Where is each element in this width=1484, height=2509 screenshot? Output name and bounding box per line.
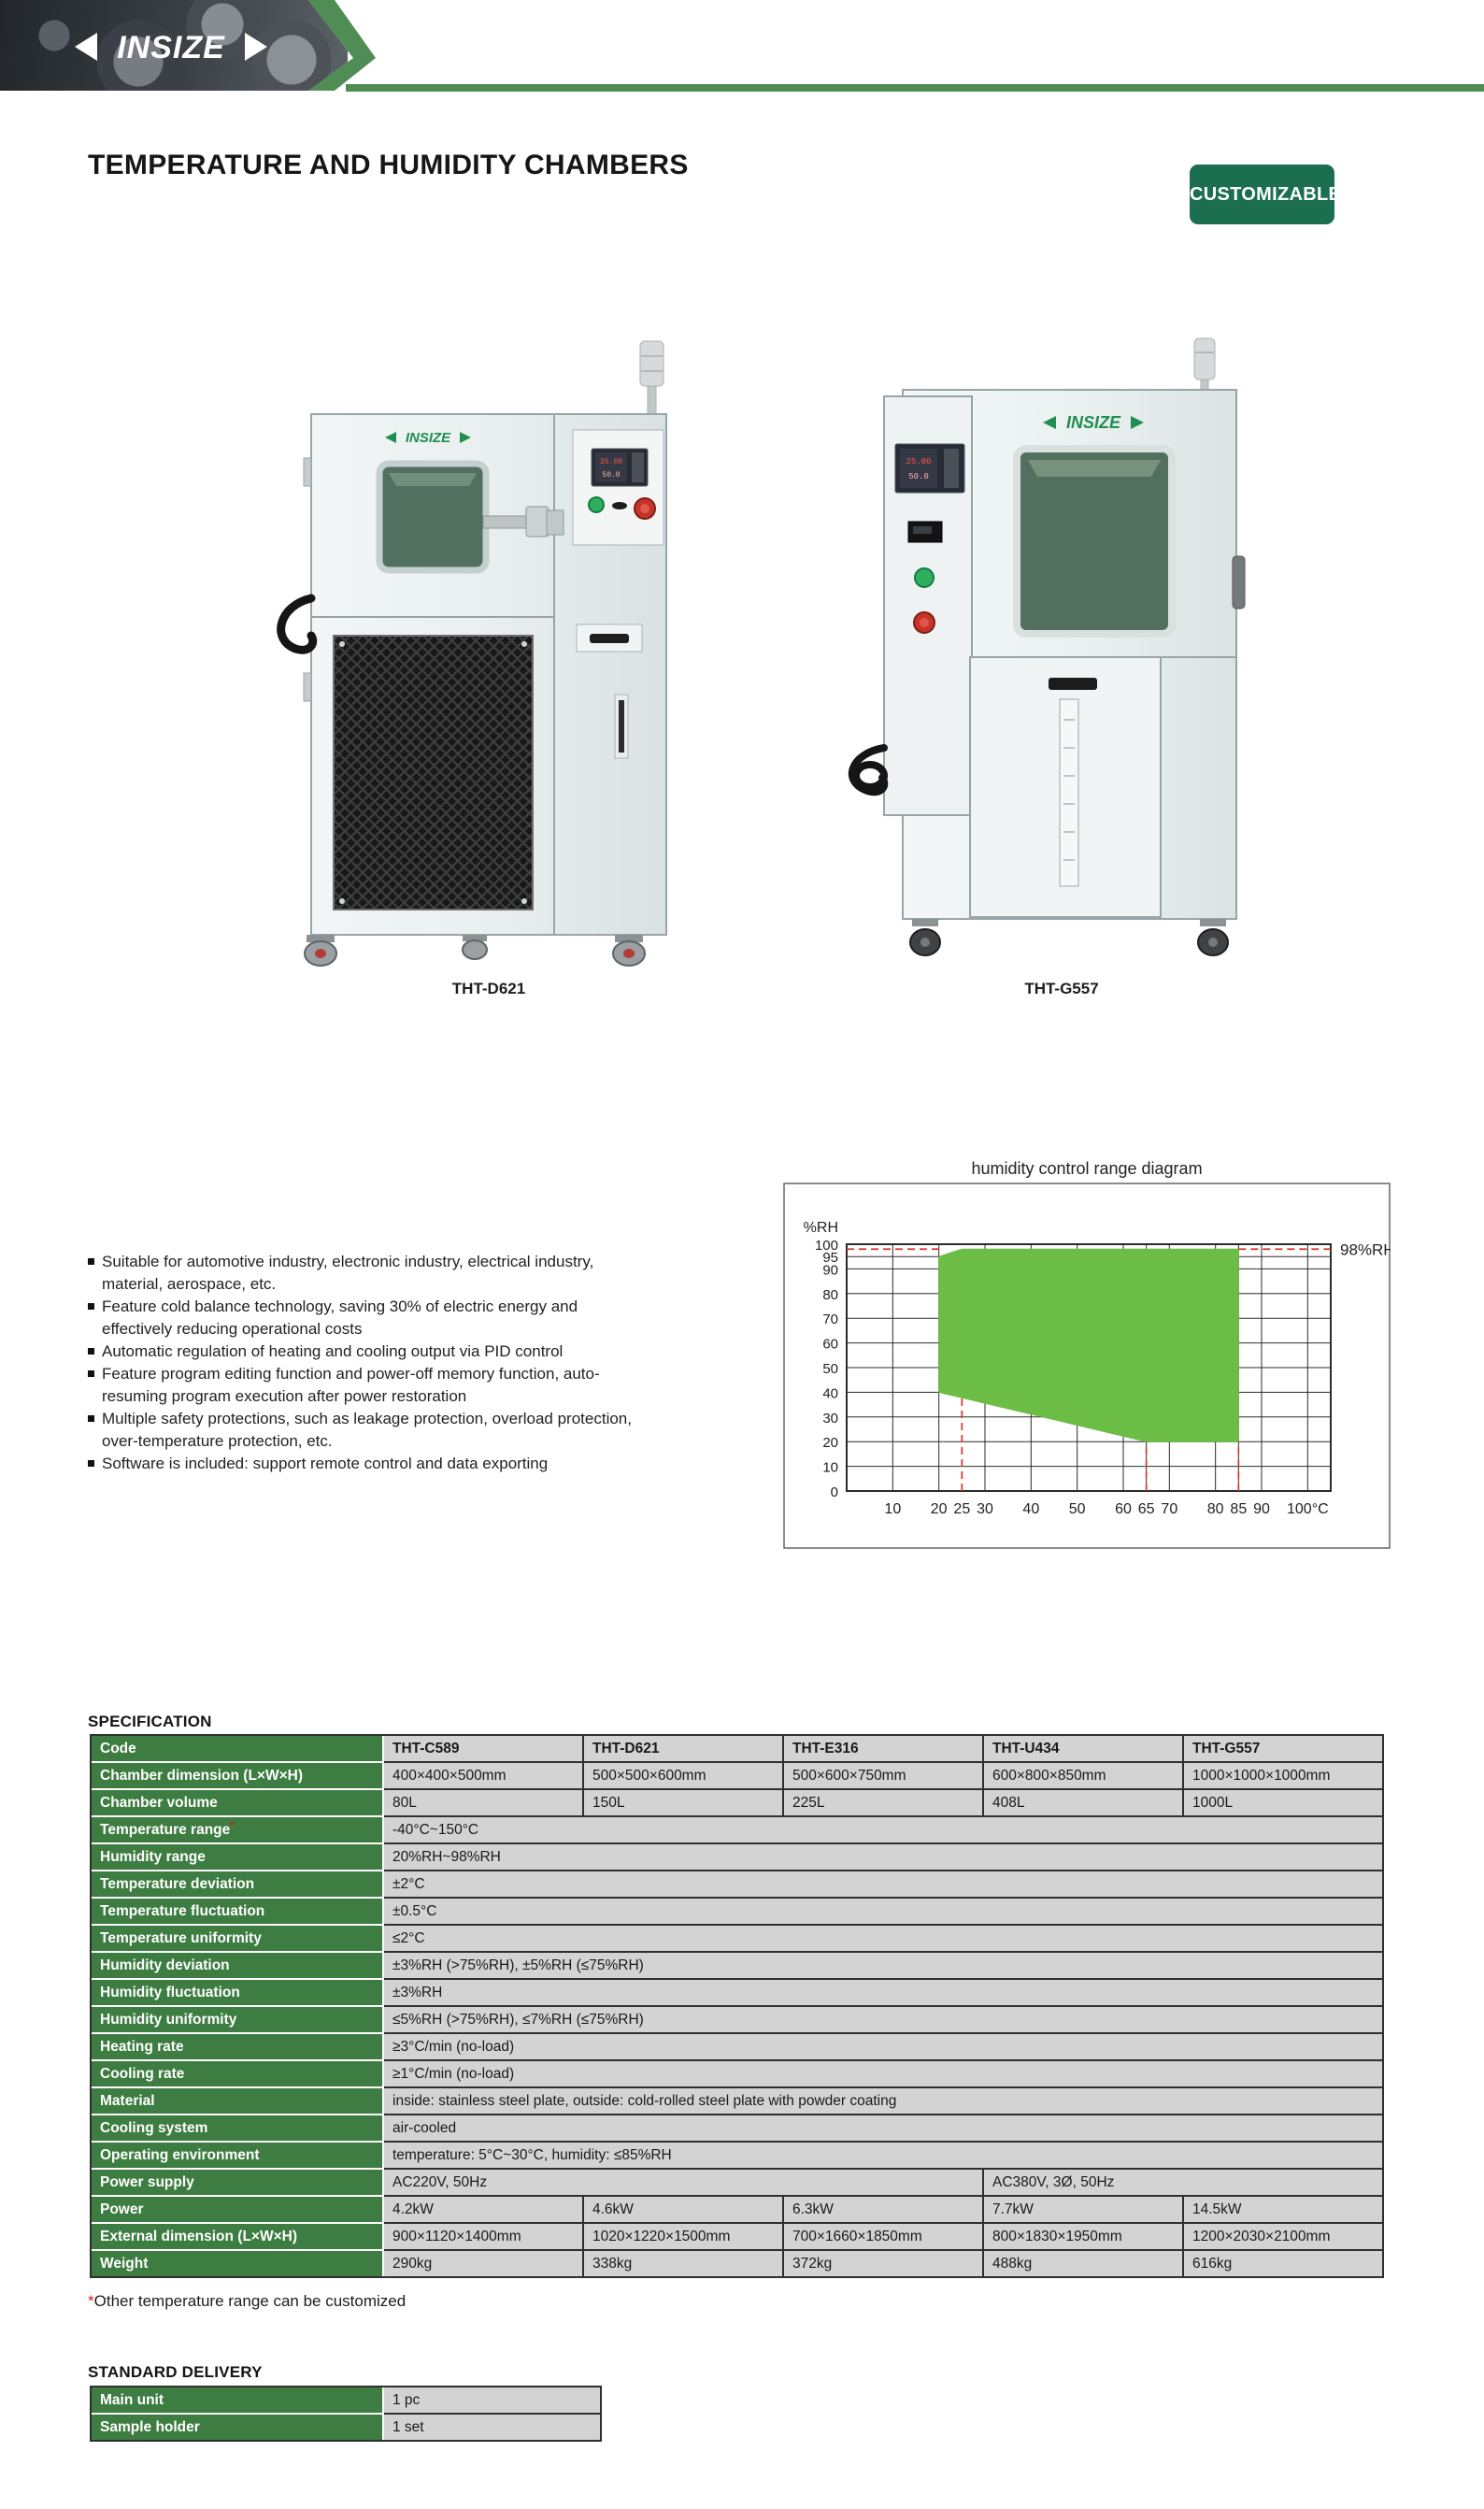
header-rule [346,84,1484,92]
humidity-chart-svg [783,1183,1391,1549]
svg-text:25.00: 25.00 [599,458,623,466]
bottom-compartment [970,657,1161,917]
spec-label-cell: External dimension (L×W×H) [92,2224,384,2251]
spec-value-cell: 408L [984,1790,1184,1817]
spec-value-cell: 800×1830×1950mm [984,2224,1184,2251]
spec-value-cell: 20%RH~98%RH [384,1844,1382,1871]
spec-value-cell: 7.7kW [984,2197,1184,2224]
spec-label-cell: Humidity range [92,1844,384,1871]
svg-text:10: 10 [822,1459,838,1476]
spec-value-cell: THT-U434 [984,1736,1184,1763]
feature-item: Multiple safety protections, such as leakage protection, overload protection, over-temperature protection, etc. [88,1408,649,1453]
spec-value-cell: 1200×2030×2100mm [1184,2224,1382,2251]
spec-label-cell: Humidity uniformity [92,2007,384,2034]
delivery-label-cell: Sample holder [92,2415,384,2440]
spec-value-cell: temperature: 5°C~30°C, humidity: ≤85%RH [384,2143,1382,2170]
humidity-chart [783,1159,1391,1554]
spec-label-cell: Operating environment [92,2143,384,2170]
spec-value-cell: 488kg [984,2251,1184,2276]
spec-label-cell: Code [92,1736,384,1763]
spec-value-cell: 616kg [1184,2251,1382,2276]
spec-label-cell: Temperature uniformity [92,1926,384,1953]
spec-value-cell: 900×1120×1400mm [384,2224,584,2251]
spec-label-cell: Temperature fluctuation [92,1899,384,1926]
spec-value-cell: 150L [584,1790,784,1817]
svg-text:30: 30 [977,1501,993,1517]
svg-text:65: 65 [1137,1501,1155,1517]
spec-value-cell: ±3%RH (>75%RH), ±5%RH (≤75%RH) [384,1953,1382,1980]
spec-label-cell: Humidity deviation [92,1953,384,1980]
svg-text:95: 95 [822,1250,838,1267]
spec-value-cell: THT-C589 [384,1736,584,1763]
door-handle [1233,556,1245,609]
svg-text:0: 0 [830,1484,838,1500]
spec-value-cell: inside: stainless steel plate, outside: cold-rolled steel plate with powder coating [384,2088,1382,2115]
spec-value-cell: 700×1660×1850mm [784,2224,984,2251]
svg-text:85: 85 [1230,1501,1248,1517]
spec-value-cell: THT-G557 [1184,1736,1382,1763]
footnote-text: Other temperature range can be customized [93,2292,407,2310]
spec-value-cell: 1020×1220×1500mm [584,2224,784,2251]
spec-label-cell: Chamber dimension (L×W×H) [92,1763,384,1790]
spec-value-cell: 225L [784,1790,984,1817]
svg-text:90: 90 [822,1262,838,1279]
svg-text:25: 25 [953,1501,971,1517]
beacon-lamp-icon [1194,338,1215,393]
spec-value-cell: air-cooled [384,2115,1382,2143]
spec-label-cell: Humidity fluctuation [92,1980,384,2007]
svg-text:50: 50 [1068,1501,1086,1517]
spec-value-cell: 80L [384,1790,584,1817]
svg-text:20: 20 [930,1501,948,1517]
delivery-value-cell: 1 pc [384,2387,600,2415]
delivery-label-cell: Main unit [92,2387,384,2415]
svg-text:70: 70 [1161,1501,1178,1517]
svg-text:98%RH: 98%RH [1340,1240,1391,1259]
spec-value-cell: ≤2°C [384,1926,1382,1953]
spec-value-cell: 290kg [384,2251,584,2276]
spec-value-cell: 372kg [784,2251,984,2276]
product-caption: THT-G557 [1024,980,1099,997]
standard-delivery-heading: STANDARD DELIVERY [88,2363,263,2381]
svg-text:INSIZE: INSIZE [405,430,451,446]
svg-text:30: 30 [822,1410,838,1427]
spec-value-cell: 4.6kW [584,2197,784,2224]
svg-text:100: 100 [814,1238,838,1254]
spec-value-cell: -40°C~150°C [384,1817,1382,1844]
svg-text:40: 40 [822,1385,838,1402]
casters [910,919,1228,955]
spec-table [90,1734,1384,2278]
spec-value-cell: ≥1°C/min (no-load) [384,2061,1382,2088]
features-list [88,1251,649,1475]
spec-label-cell: Heating rate [92,2034,384,2061]
svg-text:50.0: 50.0 [908,472,929,481]
page-title: TEMPERATURE AND HUMIDITY CHAMBERS [88,150,689,180]
svg-text:100°C: 100°C [1287,1501,1329,1517]
control-panel [573,430,664,545]
spec-label-cell: Chamber volume [92,1790,384,1817]
svg-text:90: 90 [1253,1501,1270,1517]
start-button-icon [915,568,934,587]
spec-value-cell: 14.5kW [1184,2197,1382,2224]
header-chevron-icon [0,0,392,91]
spec-value-cell: 338kg [584,2251,784,2276]
svg-text:%RH: %RH [803,1220,838,1236]
standard-delivery-table [90,2386,602,2442]
svg-text:INSIZE: INSIZE [1065,413,1121,432]
spec-value-cell: ≤5%RH (>75%RH), ≤7%RH (≤75%RH) [384,2007,1382,2034]
customizable-badge: CUSTOMIZABLE [1190,165,1334,224]
control-panel [884,396,972,815]
svg-text:70: 70 [822,1312,838,1328]
spec-value-cell: 600×800×850mm [984,1763,1184,1790]
spec-value-cell: ≥3°C/min (no-load) [384,2034,1382,2061]
casters [305,935,645,966]
svg-text:60: 60 [822,1336,838,1353]
footnote [88,2292,406,2311]
footnote-asterisk: * [88,2292,94,2310]
svg-text:80: 80 [1206,1501,1224,1517]
product-image-tht-g557 [813,318,1262,972]
svg-text:10: 10 [884,1501,902,1517]
spec-value-cell: 6.3kW [784,2197,984,2224]
spec-label-cell: Cooling system [92,2115,384,2143]
spec-value-cell: 500×500×600mm [584,1763,784,1790]
svg-text:20: 20 [822,1435,838,1452]
specification-heading: SPECIFICATION [88,1713,212,1730]
chamber-window [1017,449,1172,634]
spec-label-cell: Power supply [92,2170,384,2197]
spec-label-cell: Temperature range* [92,1817,384,1844]
spec-value-cell: ±0.5°C [384,1899,1382,1926]
start-button-icon [589,497,604,512]
spec-label-cell: Material [92,2088,384,2115]
spec-value-cell: ±2°C [384,1871,1382,1899]
spec-value-cell: ±3%RH [384,1980,1382,2007]
feature-item: Automatic regulation of heating and cooling output via PID control [88,1341,649,1363]
chart-title: humidity control range diagram [971,1159,1203,1178]
svg-text:50: 50 [822,1361,838,1377]
svg-text:50.0: 50.0 [602,471,621,480]
feature-item: Feature program editing function and power-off memory function, auto-resuming program execution after power restoration [88,1363,649,1408]
spec-label-cell: Cooling rate [92,2061,384,2088]
delivery-value-cell: 1 set [384,2415,600,2440]
spec-value-cell: 500×600×750mm [784,1763,984,1790]
spec-value-cell: 1000×1000×1000mm [1184,1763,1382,1790]
spec-label-cell: Power [92,2197,384,2224]
spec-value-cell: THT-E316 [784,1736,984,1763]
spec-label-cell: Temperature deviation [92,1871,384,1899]
product-image-tht-d621 [262,318,673,972]
spec-value-cell: 1000L [1184,1790,1382,1817]
product-caption: THT-D621 [451,980,526,997]
svg-text:60: 60 [1115,1501,1132,1517]
power-cable [852,748,884,792]
spec-value-cell: AC220V, 50Hz [384,2170,984,2197]
svg-text:40: 40 [1022,1501,1040,1517]
vent-grille [334,636,533,910]
spec-value-cell: 400×400×500mm [384,1763,584,1790]
spec-value-cell: 4.2kW [384,2197,584,2224]
svg-text:25.00: 25.00 [906,457,932,466]
spec-value-cell: THT-D621 [584,1736,784,1763]
spec-value-cell: AC380V, 3Ø, 50Hz [984,2170,1382,2197]
feature-item: Suitable for automotive industry, electronic industry, electrical industry, material, aerospace, etc. [88,1251,649,1296]
feature-item: Software is included: support remote control and data exporting [88,1453,649,1475]
feature-item: Feature cold balance technology, saving 30% of electric energy and effectively reducing operational costs [88,1296,649,1341]
svg-text:INSIZE: INSIZE [117,30,225,65]
svg-text:80: 80 [822,1286,838,1303]
spec-label-cell: Weight [92,2251,384,2276]
power-cable [281,598,313,650]
beacon-lamp-icon [640,341,664,414]
chamber-window [379,464,486,570]
